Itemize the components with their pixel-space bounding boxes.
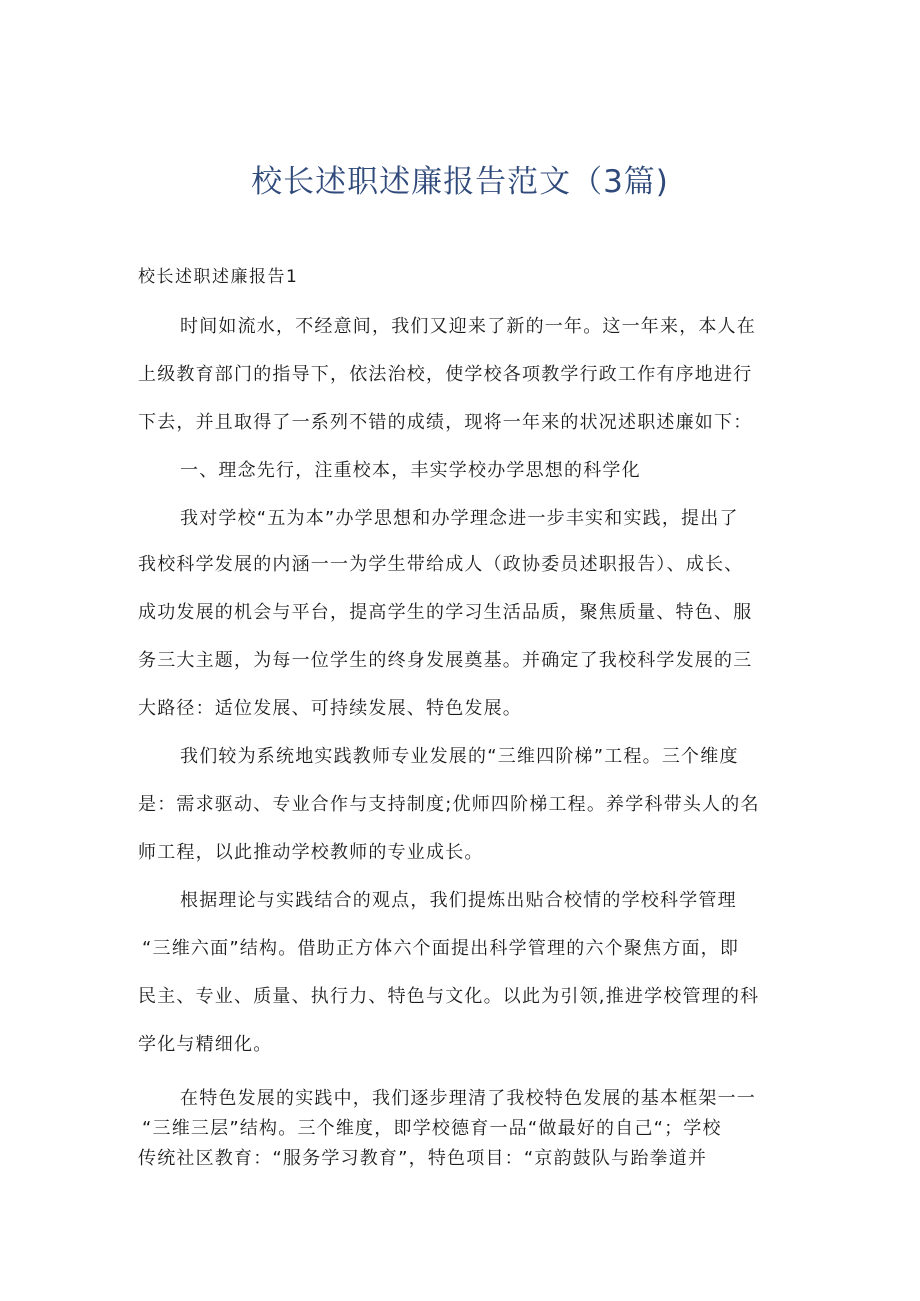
paragraph-line: 是：需求驱动、专业合作与支持制度;优师四阶梯工程。养学科带头人的名 xyxy=(138,794,760,815)
paragraph-line: 我对学校“五为本”办学思想和办学理念进一步丰实和实践，提出了 xyxy=(180,508,739,529)
paragraph-line: 时间如流水，不经意间，我们又迎来了新的一年。这一年来，本人在 xyxy=(180,316,756,337)
paragraph-line: 我们较为系统地实践教师专业发展的“三维四阶梯”工程。三个维度 xyxy=(180,746,739,767)
paragraph-line: “三维三层”结构。三个维度，即学校德育一品“做最好的自己“；学校 xyxy=(142,1118,722,1139)
document-title: 校长述职述廉报告范文（3篇) xyxy=(251,164,669,200)
paragraph-line: 学化与精细化。 xyxy=(138,1034,273,1055)
report-heading: 校长述职述廉报告1 xyxy=(138,267,299,287)
paragraph-line: 传统社区教育：“服务学习教育”，特色项目：“京韵鼓队与跆拳道并 xyxy=(138,1148,708,1169)
paragraph-line: 师工程，以此推动学校教师的专业成长。 xyxy=(138,842,484,863)
paragraph-line: 民主、专业、质量、执行力、特色与文化。以此为引领,推进学校管理的科 xyxy=(138,986,760,1007)
section-heading: 一、理念先行，注重校本，丰实学校办学思想的科学化 xyxy=(180,460,641,481)
paragraph-line: 上级教育部门的指导下，依法治校，使学校各项教学行政工作有序地进行 xyxy=(138,364,753,385)
paragraph-line: 根据理论与实践结合的观点，我们提炼出贴合校情的学校科学管理 xyxy=(180,890,737,911)
paragraph-line: 务三大主题，为每一位学生的终身发展奠基。并确定了我校科学发展的三 xyxy=(138,650,753,671)
paragraph-line: “三维六面”结构。借助正方体六个面提出科学管理的六个聚焦方面，即 xyxy=(142,938,740,959)
paragraph-line: 我校科学发展的内涵一一为学生带给成人（政协委员述职报告）、成长、 xyxy=(138,554,744,575)
paragraph-line: 在特色发展的实践中，我们逐步理清了我校特色发展的基本框架一一 xyxy=(180,1088,756,1109)
paragraph-line: 大路径：适位发展、可持续发展、特色发展。 xyxy=(138,698,522,719)
paragraph-line: 下去，并且取得了一系列不错的成绩，现将一年来的状况述职述廉如下： xyxy=(138,412,753,433)
paragraph-line: 成功发展的机会与平台，提高学生的学习生活品质，聚焦质量、特色、服 xyxy=(138,602,753,623)
